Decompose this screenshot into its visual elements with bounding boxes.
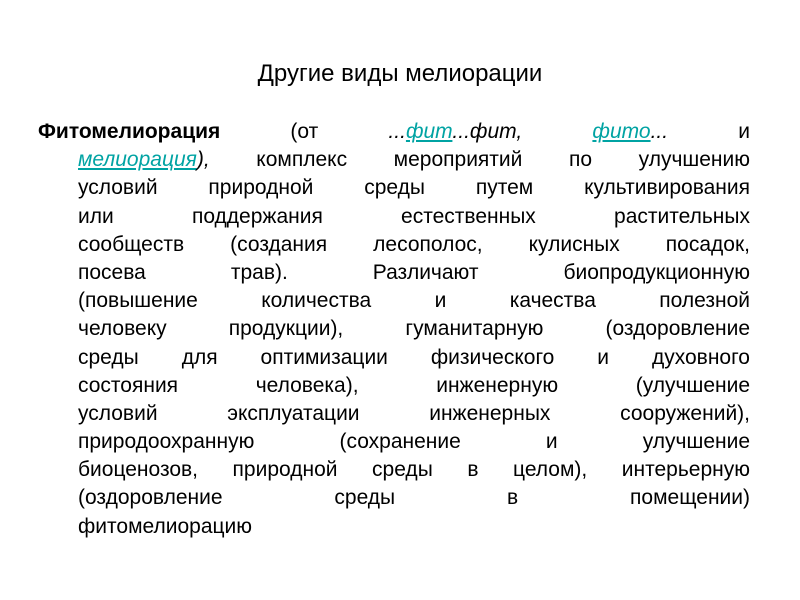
ellipsis-text: ... bbox=[388, 120, 406, 143]
definition-line: среды для оптимизации физического и духовного bbox=[78, 345, 750, 369]
definition-line-last: фитомелиорацию bbox=[78, 514, 253, 538]
link-melioratsiya[interactable]: мелиорация bbox=[78, 148, 197, 172]
paren-open-text: (от bbox=[290, 120, 319, 143]
ellipsis-fit-text: ...фит, bbox=[452, 120, 523, 143]
definition-line-2 bbox=[78, 146, 750, 174]
definition-paragraph bbox=[38, 118, 750, 541]
paren-close-text: ), bbox=[196, 148, 210, 172]
definition-line: условий эксплуатации инженерных сооружений), bbox=[78, 401, 750, 425]
definition-line: человеку продукции), гуманитарную (оздоровление bbox=[78, 317, 750, 341]
link-fito[interactable]: фито bbox=[592, 120, 651, 143]
ellipsis-text: ... bbox=[650, 120, 669, 143]
link-fit[interactable]: фит bbox=[405, 120, 453, 143]
definition-line: или поддержания естественных растительных bbox=[78, 204, 750, 228]
definition-line: биоценозов, природной среды в целом), интерьерную bbox=[78, 458, 750, 482]
slide-title: Другие виды мелиорации bbox=[257, 60, 543, 87]
definition-line: сообществ (создания лесополос, кулисных посадок, bbox=[78, 232, 750, 256]
conjunction-text: и bbox=[738, 120, 750, 143]
definition-line: условий природной среды путем культивирования bbox=[78, 176, 750, 200]
definition-line: состояния человека), инженерную (улучшение bbox=[78, 373, 750, 397]
definition-line-1 bbox=[38, 118, 750, 146]
definition-line-2-rest: комплекс мероприятий по улучшению bbox=[256, 148, 750, 172]
definition-line: природоохранную (сохранение и улучшение bbox=[78, 430, 750, 454]
definition-line: (оздоровление среды в помещении) bbox=[78, 486, 750, 510]
definition-line: посева трав). Различают биопродукционную bbox=[78, 260, 750, 284]
definition-line: (повышение количества и качества полезной bbox=[78, 289, 750, 313]
term-fitomelioratsiya: Фитомелиорация bbox=[38, 120, 221, 143]
